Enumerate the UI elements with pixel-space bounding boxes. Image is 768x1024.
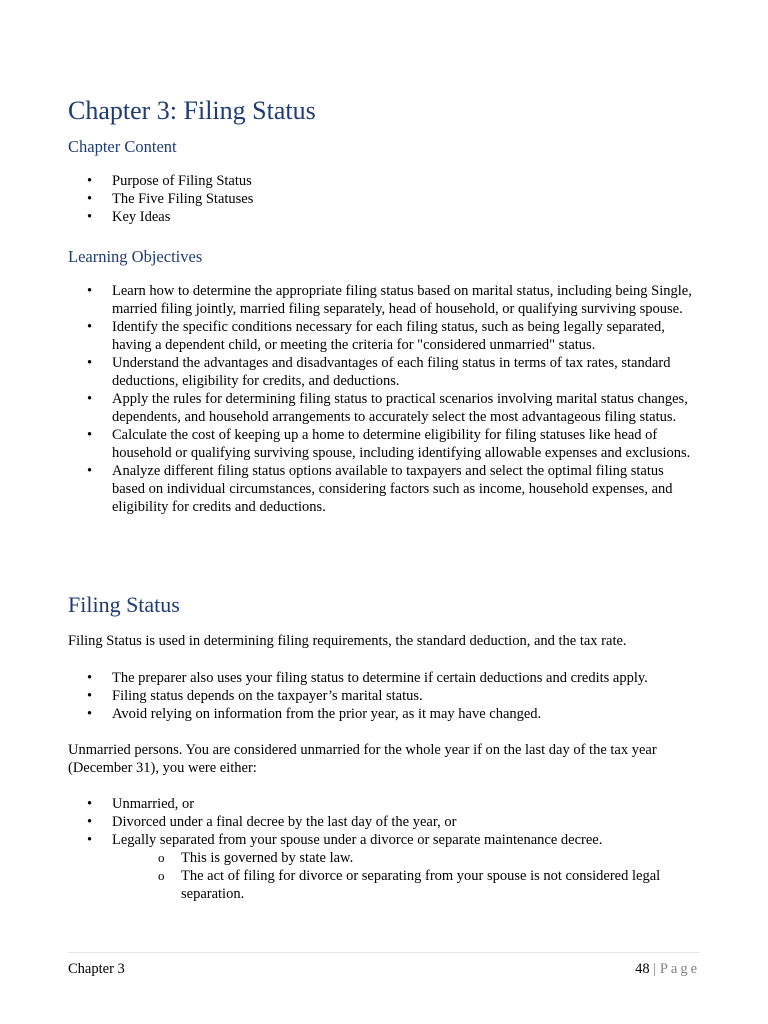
list-item [68,831,698,903]
list-item: • Key Ideas [68,208,698,226]
sub-list-item: o This is governed by state law. [112,849,698,867]
filing-status-heading: Filing Status [68,592,180,617]
list-item: • Purpose of Filing Status [68,172,698,190]
unmarried-list [68,795,698,903]
footer-separator: | [653,961,657,977]
footer-page-indicator [635,960,700,978]
list-item: • Understand the advantages and disadvantages of each filing status in terms of tax rates, standard deductions, eligibility for credits, and deductions. [68,354,698,390]
list-item: • Filing status depends on the taxpayer’s marital status. [68,687,698,705]
filing-status-list [68,669,698,723]
list-item: • Apply the rules for determining filing status to practical scenarios involving marital status changes, dependents, and household arrangements to accurately select the most advantageous filing status. [68,390,698,426]
learning-objectives-list [68,282,698,516]
footer-chapter-label: Chapter 3 [68,961,125,977]
list-item: • Analyze different filing status options available to taxpayers and select the optimal filing status based on individual circumstances, considering factors such as income, household expenses, and eligibility for credits and deductions. [68,462,698,516]
filing-status-intro: Filing Status is used in determining filing requirements, the standard deduction, and the tax rate. [68,633,627,649]
chapter-title: Chapter 3: Filing Status [68,96,316,125]
page-label: Page [659,961,700,977]
chapter-content-heading: Chapter Content [68,137,177,156]
page-number: 48 [635,961,650,977]
chapter-content-list [68,172,698,226]
list-item-text: Legally separated from your spouse under a divorce or separate maintenance decree. [112,832,603,848]
list-item: • The Five Filing Statuses [68,190,698,208]
list-item: • Divorced under a final decree by the last day of the year, or [68,813,698,831]
list-item: • Unmarried, or [68,795,698,813]
list-item: • The preparer also uses your filing status to determine if certain deductions and credits apply. [68,669,698,687]
page-footer [68,952,700,977]
list-item: • Calculate the cost of keeping up a home to determine eligibility for filing statuses like head of household or qualifying surviving spouse, including identifying allowable expenses and exclusions. [68,426,698,462]
learning-objectives-heading: Learning Objectives [68,247,203,266]
sub-list-item: o The act of filing for divorce or separating from your spouse is not considered legal separation. [112,867,698,903]
list-item: • Identify the specific conditions necessary for each filing status, such as being legally separated, having a dependent child, or meeting the criteria for "considered unmarried" status. [68,318,698,354]
unmarried-persons-paragraph: Unmarried persons. You are considered unmarried for the whole year if on the last day of the tax year (December 31), you were either: [68,742,657,776]
list-item: • Avoid relying on information from the prior year, as it may have changed. [68,705,698,723]
list-item: • Learn how to determine the appropriate filing status based on marital status, including being Single, married filing jointly, married filing separately, head of household, or qualifying surviving spouse. [68,282,698,318]
sub-list [112,849,698,903]
